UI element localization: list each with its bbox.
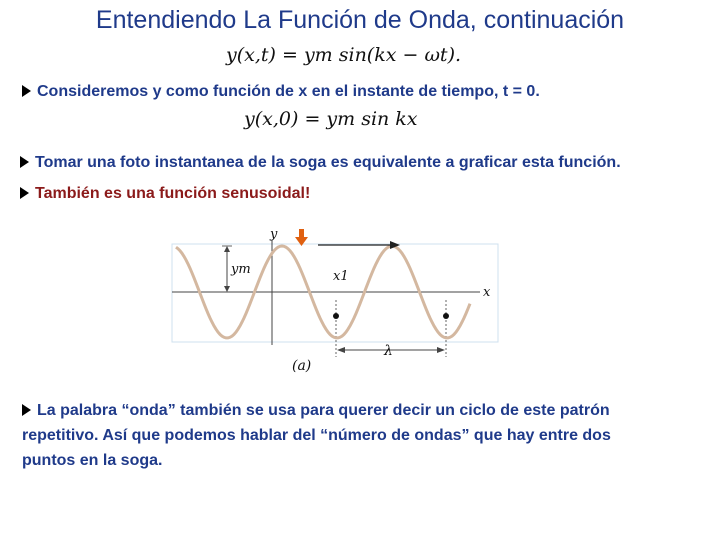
y-axis-label: y: [270, 227, 278, 242]
rope-point: [333, 313, 339, 319]
ym-arrow-head: [224, 246, 230, 252]
x1-label: x1: [333, 269, 349, 284]
rope-point: [443, 313, 449, 319]
bullet-text: Tomar una foto instantanea de la soga es equivalente a graficar esta función.: [35, 154, 621, 171]
x-axis-label: x: [483, 285, 491, 300]
ym-label: ym: [231, 262, 251, 277]
lambda-arrow-head: [437, 347, 445, 353]
marker-arrow-shaft: [299, 229, 304, 238]
bullet-arrow-icon: [22, 404, 31, 416]
snapshot-equation: y(x,0) = ym sin kx: [244, 108, 418, 130]
bullet-line: [22, 398, 706, 423]
ym-arrow-head: [224, 286, 230, 292]
figure-frame: [172, 244, 498, 342]
bullet-text: La palabra “onda” también se usa para querer decir un ciclo de este patrón: [37, 402, 610, 419]
marker-arrow-icon: [295, 237, 308, 246]
bullet-text: También es una función senusoidal!: [35, 185, 311, 202]
wave-equation: y(x,t) = ym sin(kx − ωt).: [226, 44, 462, 66]
bullet-text: Consideremos y como función de x en el instante de tiempo, t = 0.: [37, 83, 540, 100]
bullet-line: puntos en la soga.: [22, 452, 163, 469]
bullet-wave-meaning: [22, 398, 706, 473]
lambda-label: λ: [384, 343, 393, 359]
slide-title: Entendiendo La Función de Onda, continuación: [95, 6, 625, 34]
panel-label: (a): [292, 358, 312, 374]
bullet-line: repetitivo. Así que podemos hablar del “número de ondas” que hay entre dos: [22, 427, 611, 444]
lambda-arrow-head: [337, 347, 345, 353]
